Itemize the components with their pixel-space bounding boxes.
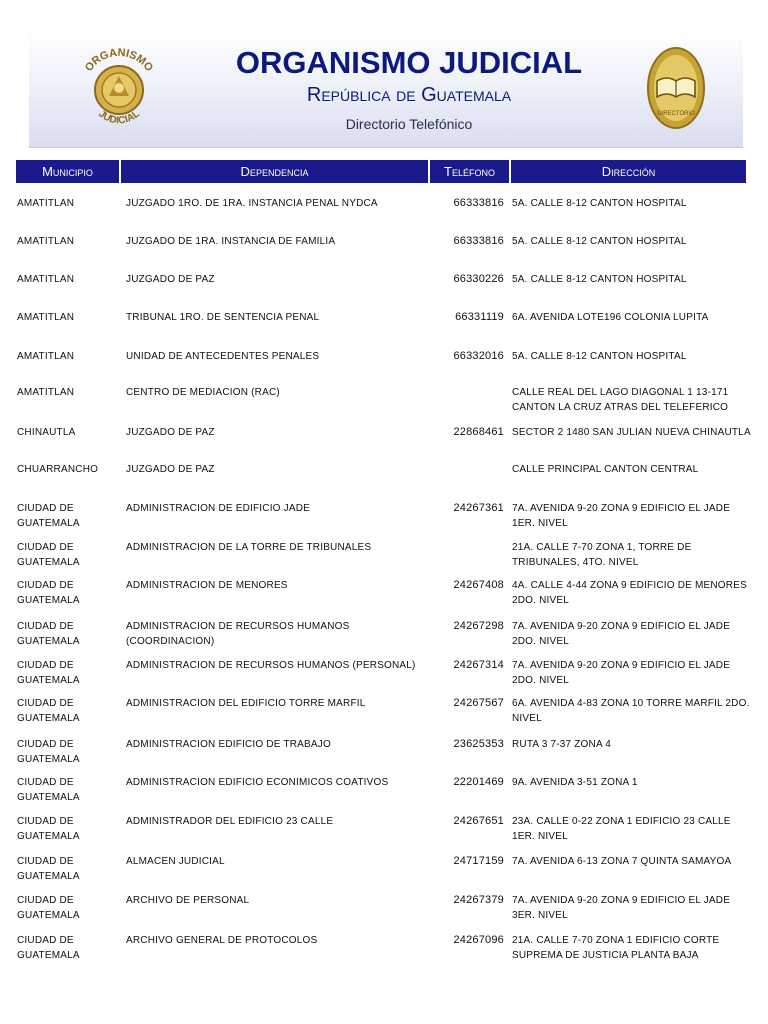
telefono-cell: 24717159 <box>453 855 504 867</box>
dependencia-cell: ADMINISTRACION DE EDIFICIO JADE <box>126 503 310 514</box>
municipio-cell: AMATITLAN <box>17 351 75 362</box>
dependencia-cell: ADMINISTRACION DE RECURSOS HUMANOS (COORDINACION) <box>126 621 350 647</box>
dependencia-cell: ADMINISTRADOR DEL EDIFICIO 23 CALLE <box>126 816 334 827</box>
municipio-cell: CIUDAD DE GUATEMALA <box>17 895 80 921</box>
direccion-cell: 7A. AVENIDA 9-20 ZONA 9 EDIFICIO EL JADE 3ER. NIVEL <box>512 895 731 921</box>
table-row <box>0 310 768 349</box>
dependencia-cell: JUZGADO 1RO. DE 1RA. INSTANCIA PENAL NYDCA <box>126 198 378 209</box>
table-row <box>0 462 768 501</box>
table-row <box>0 272 768 311</box>
dependencia-cell: ALMACEN JUDICIAL <box>126 856 225 867</box>
right-seal-text: DIRECTORIO <box>657 111 695 117</box>
page-title: ORGANISMO JUDICIAL <box>235 45 583 80</box>
municipio-cell: CIUDAD DE GUATEMALA <box>17 816 80 842</box>
table-row <box>0 933 768 972</box>
direccion-cell: 5A. CALLE 8-12 CANTON HOSPITAL <box>512 236 687 247</box>
header-banner <box>29 29 743 148</box>
direccion-cell: 23A. CALLE 0-22 ZONA 1 EDIFICIO 23 CALLE 1ER. NIVEL <box>512 816 731 842</box>
municipio-cell: AMATITLAN <box>17 387 75 398</box>
table-row <box>0 578 768 617</box>
dependencia-cell: JUZGADO DE 1RA. INSTANCIA DE FAMILIA <box>126 236 336 247</box>
table-row <box>0 814 768 853</box>
dependencia-cell: ARCHIVO GENERAL DE PROTOCOLOS <box>126 935 318 946</box>
column-header-direccion: Dirección <box>511 160 746 183</box>
municipio-cell: CHUARRANCHO <box>17 464 99 475</box>
page-tagline: Directorio Telefónico <box>345 116 473 132</box>
direccion-cell: 7A. AVENIDA 9-20 ZONA 9 EDIFICIO EL JADE 2DO. NIVEL <box>512 621 731 647</box>
telefono-cell: 66333816 <box>453 235 504 247</box>
dependencia-cell: ADMINISTRACION DE RECURSOS HUMANOS (PERSONAL) <box>126 660 416 671</box>
telefono-cell: 22201469 <box>453 776 504 788</box>
table-row <box>0 737 768 776</box>
telefono-cell: 66331119 <box>455 311 504 323</box>
telefono-cell: 24267379 <box>453 894 504 906</box>
dependencia-cell: TRIBUNAL 1RO. DE SENTENCIA PENAL <box>126 312 320 323</box>
table-row <box>0 854 768 893</box>
direccion-cell: RUTA 3 7-37 ZONA 4 <box>512 739 612 750</box>
direccion-cell: CALLE PRINCIPAL CANTON CENTRAL <box>512 464 699 475</box>
direccion-cell: 7A. AVENIDA 6-13 ZONA 7 QUINTA SAMAYOA <box>512 856 732 867</box>
table-row <box>0 196 768 235</box>
direccion-cell: 6A. AVENIDA LOTE196 COLONIA LUPITA <box>512 312 709 323</box>
column-header-telefono: Teléfono <box>430 160 509 183</box>
table-row <box>0 658 768 697</box>
column-header-municipio: Municipio <box>16 160 119 183</box>
direccion-cell: SECTOR 2 1480 SAN JULIAN NUEVA CHINAUTLA <box>512 427 751 438</box>
dependencia-cell: ADMINISTRACION EDIFICIO DE TRABAJO <box>126 739 331 750</box>
municipio-cell: CIUDAD DE GUATEMALA <box>17 503 80 529</box>
direccion-cell: 7A. AVENIDA 9-20 ZONA 9 EDIFICIO EL JADE 2DO. NIVEL <box>512 660 731 686</box>
telefono-cell: 66330226 <box>453 273 504 285</box>
direccion-cell: 5A. CALLE 8-12 CANTON HOSPITAL <box>512 198 687 209</box>
municipio-cell: CIUDAD DE GUATEMALA <box>17 698 80 724</box>
table-row <box>0 385 768 424</box>
municipio-cell: CHINAUTLA <box>17 427 76 438</box>
dependencia-cell: ARCHIVO DE PERSONAL <box>126 895 250 906</box>
telefono-cell: 24267567 <box>453 697 504 709</box>
dependencia-cell: JUZGADO DE PAZ <box>126 274 215 285</box>
directory-book-icon <box>645 45 707 131</box>
telefono-cell: 66333816 <box>453 197 504 209</box>
column-header-dependencia: Dependencia <box>121 160 428 183</box>
dependencia-cell: JUZGADO DE PAZ <box>126 464 215 475</box>
municipio-cell: AMATITLAN <box>17 274 75 285</box>
direccion-cell: 6A. AVENIDA 4-83 ZONA 10 TORRE MARFIL 2DO. NIVEL <box>512 698 750 724</box>
direccion-cell: 7A. AVENIDA 9-20 ZONA 9 EDIFICIO EL JADE 1ER. NIVEL <box>512 503 731 529</box>
table-row <box>0 775 768 814</box>
municipio-cell: CIUDAD DE GUATEMALA <box>17 777 80 803</box>
municipio-cell: CIUDAD DE GUATEMALA <box>17 660 80 686</box>
direccion-cell: 5A. CALLE 8-12 CANTON HOSPITAL <box>512 351 687 362</box>
direccion-cell: 9A. AVENIDA 3-51 ZONA 1 <box>512 777 638 788</box>
dependencia-cell: JUZGADO DE PAZ <box>126 427 215 438</box>
direccion-cell: CALLE REAL DEL LAGO DIAGONAL 1 13-171 CANTON LA CRUZ ATRAS DEL TELEFERICO <box>512 387 729 413</box>
judicial-seal-icon <box>69 38 169 138</box>
left-seal-top-text: ORGANISMO <box>82 46 156 74</box>
municipio-cell: CIUDAD DE GUATEMALA <box>17 739 80 765</box>
dependencia-cell: UNIDAD DE ANTECEDENTES PENALES <box>126 351 320 362</box>
telefono-cell: 24267651 <box>453 815 504 827</box>
direccion-cell: 21A. CALLE 7-70 ZONA 1, TORRE DE TRIBUNALES, 4TO. NIVEL <box>512 542 692 568</box>
municipio-cell: CIUDAD DE GUATEMALA <box>17 580 80 606</box>
dependencia-cell: ADMINISTRACION DEL EDIFICIO TORRE MARFIL <box>126 698 366 709</box>
municipio-cell: CIUDAD DE GUATEMALA <box>17 542 80 568</box>
table-row <box>0 349 768 388</box>
page-subtitle: República de Guatemala <box>306 84 512 106</box>
table-row <box>0 893 768 932</box>
direccion-cell: 21A. CALLE 7-70 ZONA 1 EDIFICIO CORTE SUPREMA DE JUSTICIA PLANTA BAJA <box>512 935 720 961</box>
municipio-cell: AMATITLAN <box>17 312 75 323</box>
telefono-cell: 24267361 <box>453 502 504 514</box>
municipio-cell: AMATITLAN <box>17 236 75 247</box>
municipio-cell: CIUDAD DE GUATEMALA <box>17 621 80 647</box>
telefono-cell: 23625353 <box>453 738 504 750</box>
municipio-cell: AMATITLAN <box>17 198 75 209</box>
telefono-cell: 24267298 <box>453 620 504 632</box>
table-row <box>0 234 768 273</box>
table-row <box>0 425 768 464</box>
table-row <box>0 540 768 579</box>
telefono-cell: 24267096 <box>453 934 504 946</box>
table-row <box>0 619 768 658</box>
municipio-cell: CIUDAD DE GUATEMALA <box>17 935 80 961</box>
dependencia-cell: ADMINISTRACION EDIFICIO ECONIMICOS COATIVOS <box>126 777 389 788</box>
direccion-cell: 4A. CALLE 4-44 ZONA 9 EDIFICIO DE MENORES 2DO. NIVEL <box>512 580 747 606</box>
telefono-cell: 24267408 <box>453 579 504 591</box>
telefono-cell: 24267314 <box>453 659 504 671</box>
left-seal-bottom-text: JUDICIAL <box>96 108 142 127</box>
dependencia-cell: ADMINISTRACION DE MENORES <box>126 580 288 591</box>
telefono-cell: 22868461 <box>453 426 504 438</box>
telefono-cell: 66332016 <box>453 350 504 362</box>
table-row <box>0 696 768 735</box>
municipio-cell: CIUDAD DE GUATEMALA <box>17 856 80 882</box>
table-row <box>0 501 768 540</box>
dependencia-cell: ADMINISTRACION DE LA TORRE DE TRIBUNALES <box>126 542 372 553</box>
dependencia-cell: CENTRO DE MEDIACION (RAC) <box>126 387 280 398</box>
direccion-cell: 5A. CALLE 8-12 CANTON HOSPITAL <box>512 274 687 285</box>
